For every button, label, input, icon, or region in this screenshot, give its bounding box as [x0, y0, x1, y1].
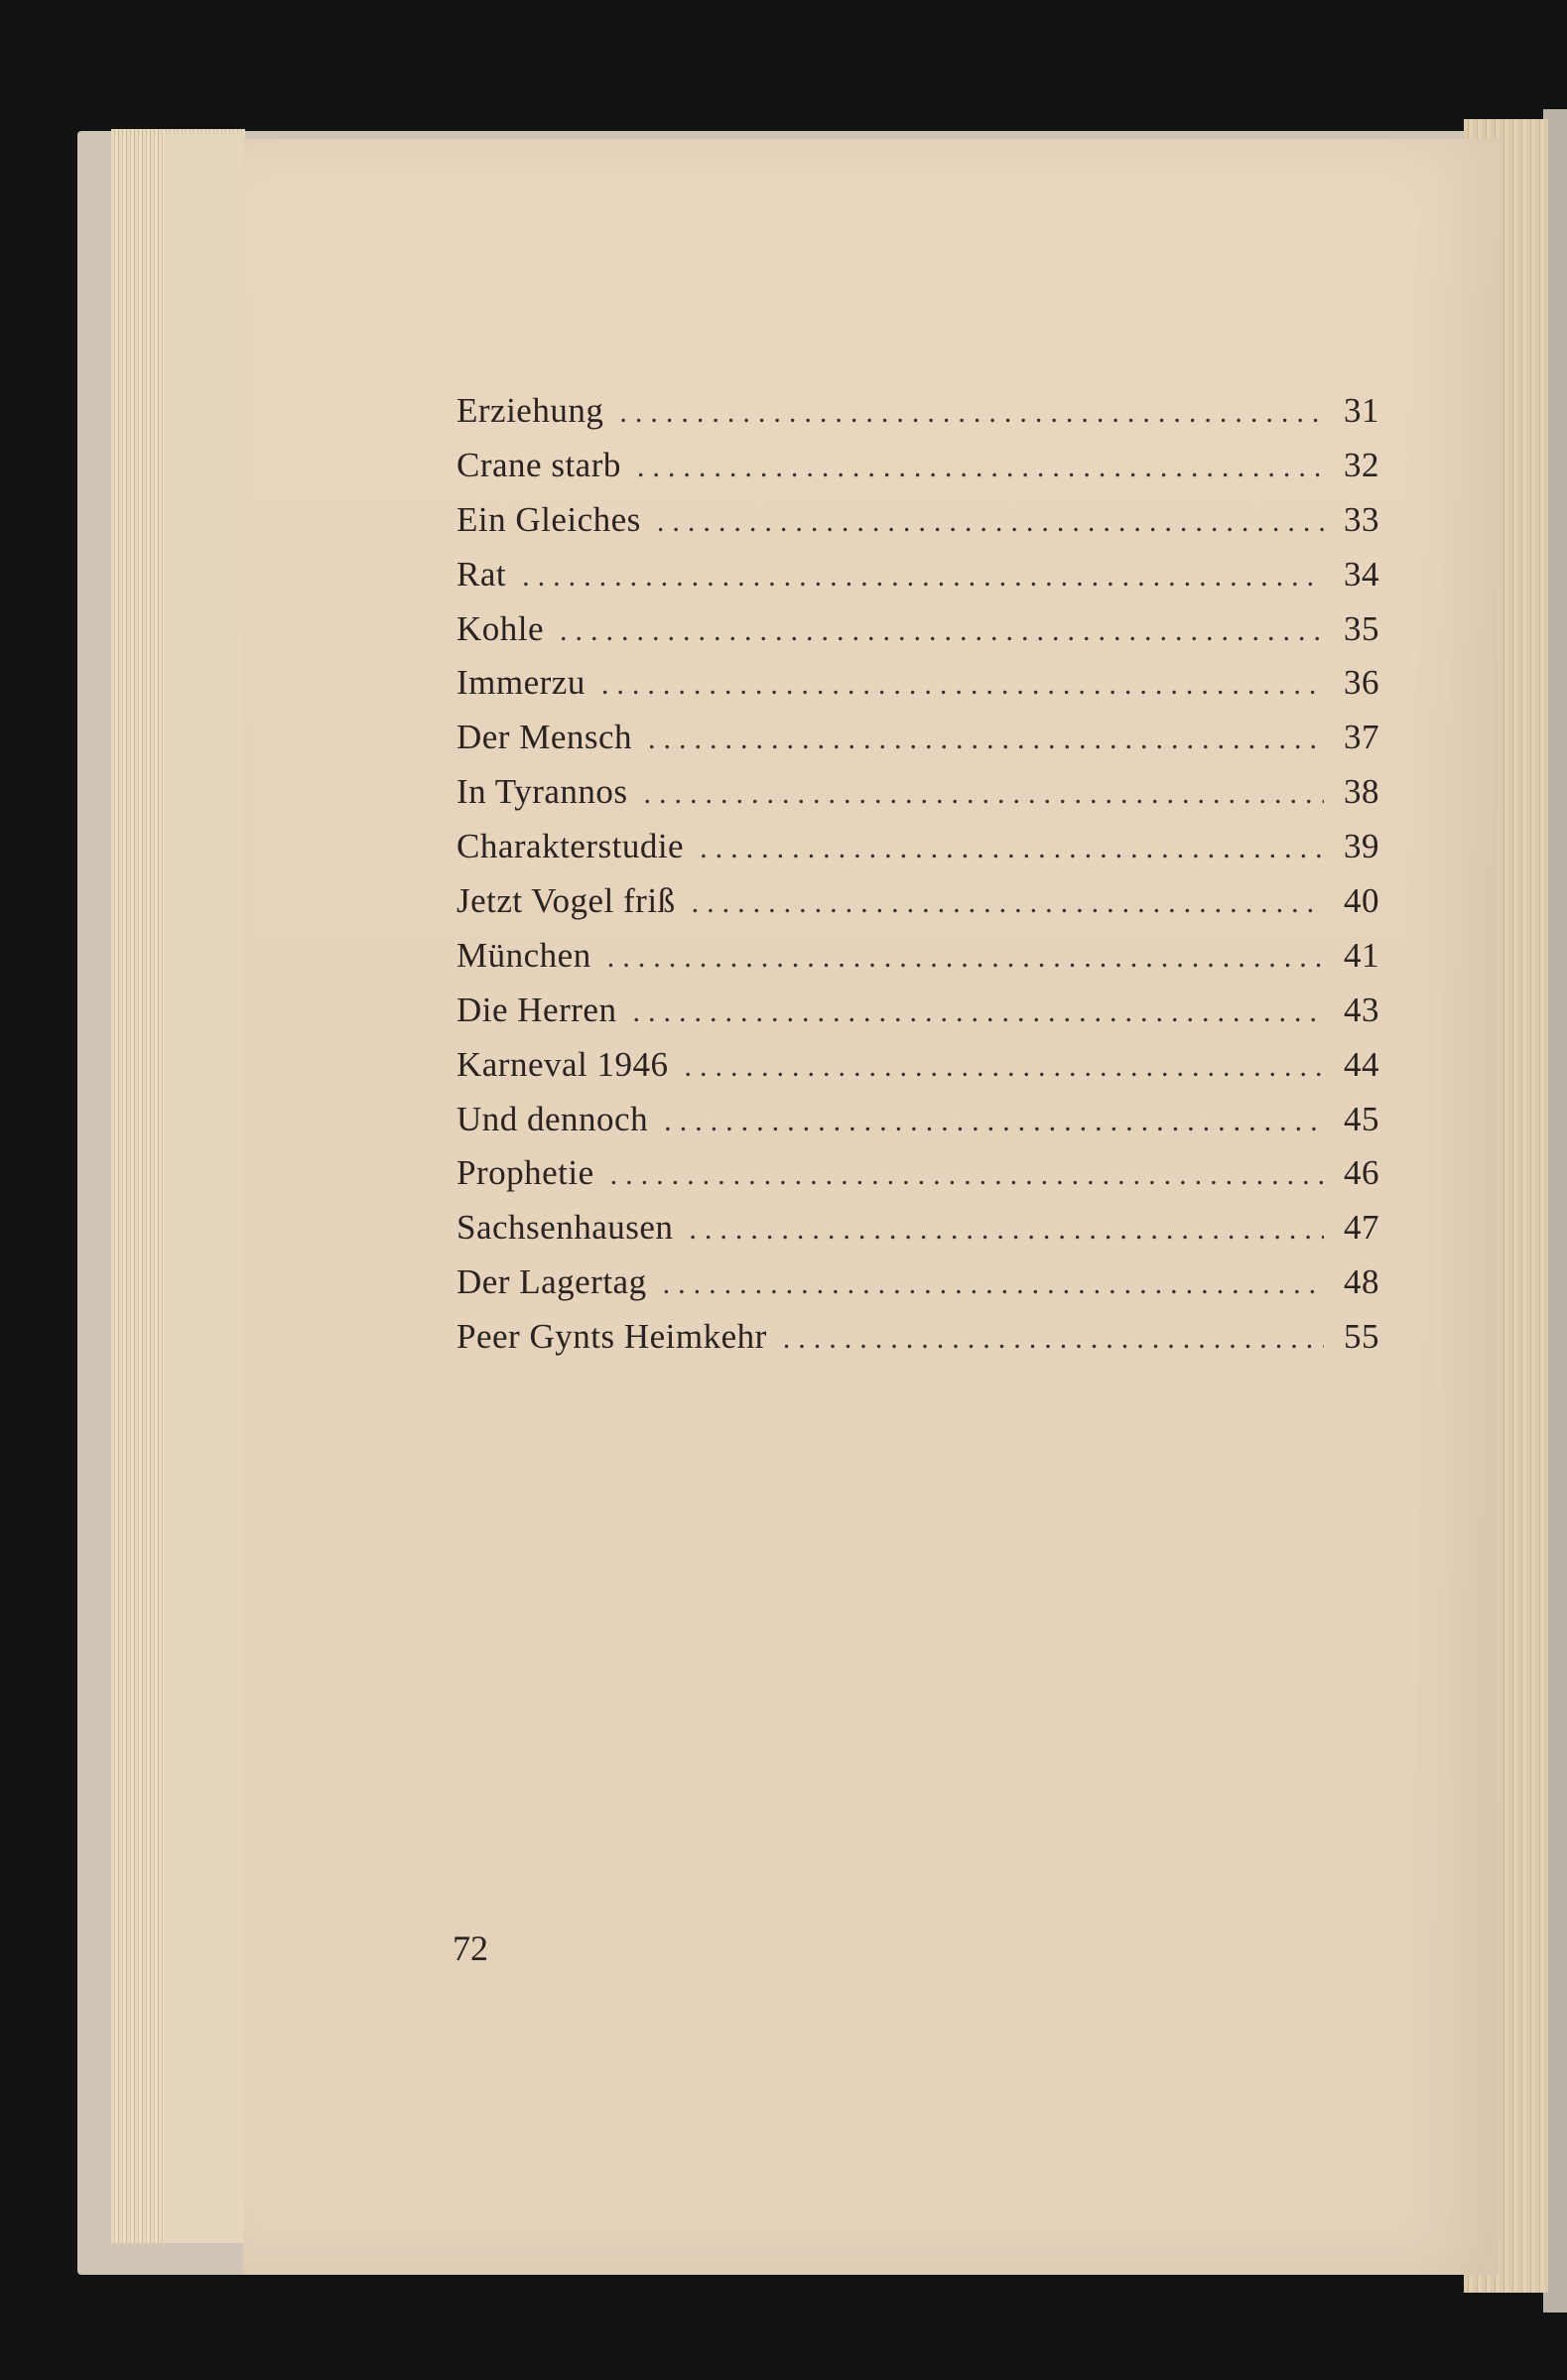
- toc-page-number: 37: [1344, 718, 1379, 757]
- toc-title: Erziehung: [457, 391, 604, 430]
- page-number: 72: [453, 1928, 488, 1968]
- toc-entry: [457, 1100, 1379, 1154]
- toc-entry: [457, 1045, 1379, 1100]
- toc-leader-dots: [522, 560, 1324, 594]
- toc-entry: [457, 991, 1379, 1045]
- toc-title: Charakterstudie: [457, 827, 685, 866]
- toc-title: Rat: [457, 554, 507, 594]
- toc-leader-dots: [637, 451, 1324, 484]
- toc-entry: [457, 881, 1379, 936]
- toc-entry: [457, 1317, 1379, 1372]
- toc-leader-dots: [560, 614, 1324, 648]
- toc-title: Jetzt Vogel friß: [457, 881, 676, 921]
- toc-page-number: 39: [1344, 827, 1379, 866]
- table-of-contents: [457, 391, 1379, 1372]
- toc-page-number: 32: [1344, 445, 1379, 484]
- toc-page-number: 47: [1344, 1208, 1379, 1248]
- toc-page-number: 45: [1344, 1099, 1379, 1138]
- toc-leader-dots: [685, 1050, 1324, 1084]
- toc-title: Prophetie: [457, 1153, 594, 1193]
- toc-page-number: 46: [1344, 1153, 1379, 1193]
- toc-entry: [457, 609, 1379, 664]
- toc-page-number: 36: [1344, 663, 1379, 703]
- toc-title: Peer Gynts Heimkehr: [457, 1317, 767, 1357]
- toc-entry: [457, 1262, 1379, 1317]
- toc-leader-dots: [601, 668, 1324, 702]
- toc-page-number: 43: [1344, 990, 1379, 1029]
- toc-entry: [457, 663, 1379, 718]
- toc-leader-dots: [692, 886, 1324, 920]
- toc-leader-dots: [657, 505, 1324, 539]
- toc-leader-dots: [644, 777, 1324, 811]
- toc-entry: [457, 1153, 1379, 1208]
- toc-leader-dots: [664, 1105, 1324, 1138]
- toc-page-number: 40: [1344, 881, 1379, 921]
- toc-page-number: 33: [1344, 499, 1379, 539]
- toc-title: Ein Gleiches: [457, 499, 641, 539]
- toc-page-number: 44: [1344, 1044, 1379, 1084]
- toc-leader-dots: [610, 1158, 1324, 1192]
- toc-title: Der Lagertag: [457, 1262, 647, 1302]
- toc-title: Immerzu: [457, 663, 586, 703]
- toc-entry: [457, 1208, 1379, 1262]
- toc-title: Kohle: [457, 608, 545, 648]
- toc-title: Der Mensch: [457, 718, 633, 757]
- toc-entry: [457, 391, 1379, 446]
- toc-title: Karneval 1946: [457, 1044, 669, 1084]
- toc-entry: [457, 446, 1379, 500]
- toc-page-number: 55: [1344, 1317, 1379, 1357]
- toc-page-number: 48: [1344, 1262, 1379, 1302]
- toc-page-number: 35: [1344, 608, 1379, 648]
- toc-leader-dots: [632, 995, 1324, 1029]
- toc-leader-dots: [700, 832, 1324, 865]
- toc-leader-dots: [607, 941, 1324, 975]
- toc-title: Sachsenhausen: [457, 1208, 674, 1248]
- toc-title: München: [457, 935, 591, 975]
- toc-entry: [457, 827, 1379, 881]
- toc-leader-dots: [619, 396, 1324, 430]
- toc-entry: [457, 936, 1379, 991]
- toc-page-number: 31: [1344, 391, 1379, 430]
- toc-leader-dots: [663, 1267, 1324, 1301]
- page-edges-inner: [164, 134, 245, 2243]
- toc-leader-dots: [783, 1322, 1324, 1356]
- toc-page-number: 34: [1344, 554, 1379, 594]
- toc-title: Crane starb: [457, 445, 621, 484]
- toc-entry: [457, 718, 1379, 772]
- toc-title: Die Herren: [457, 990, 617, 1029]
- toc-title: In Tyrannos: [457, 772, 628, 812]
- toc-title: Und dennoch: [457, 1099, 649, 1138]
- toc-leader-dots: [689, 1213, 1324, 1247]
- toc-entry: [457, 500, 1379, 555]
- toc-page-number: 38: [1344, 772, 1379, 812]
- toc-entry: [457, 555, 1379, 609]
- toc-entry: [457, 772, 1379, 827]
- toc-page-number: 41: [1344, 935, 1379, 975]
- toc-leader-dots: [648, 723, 1324, 756]
